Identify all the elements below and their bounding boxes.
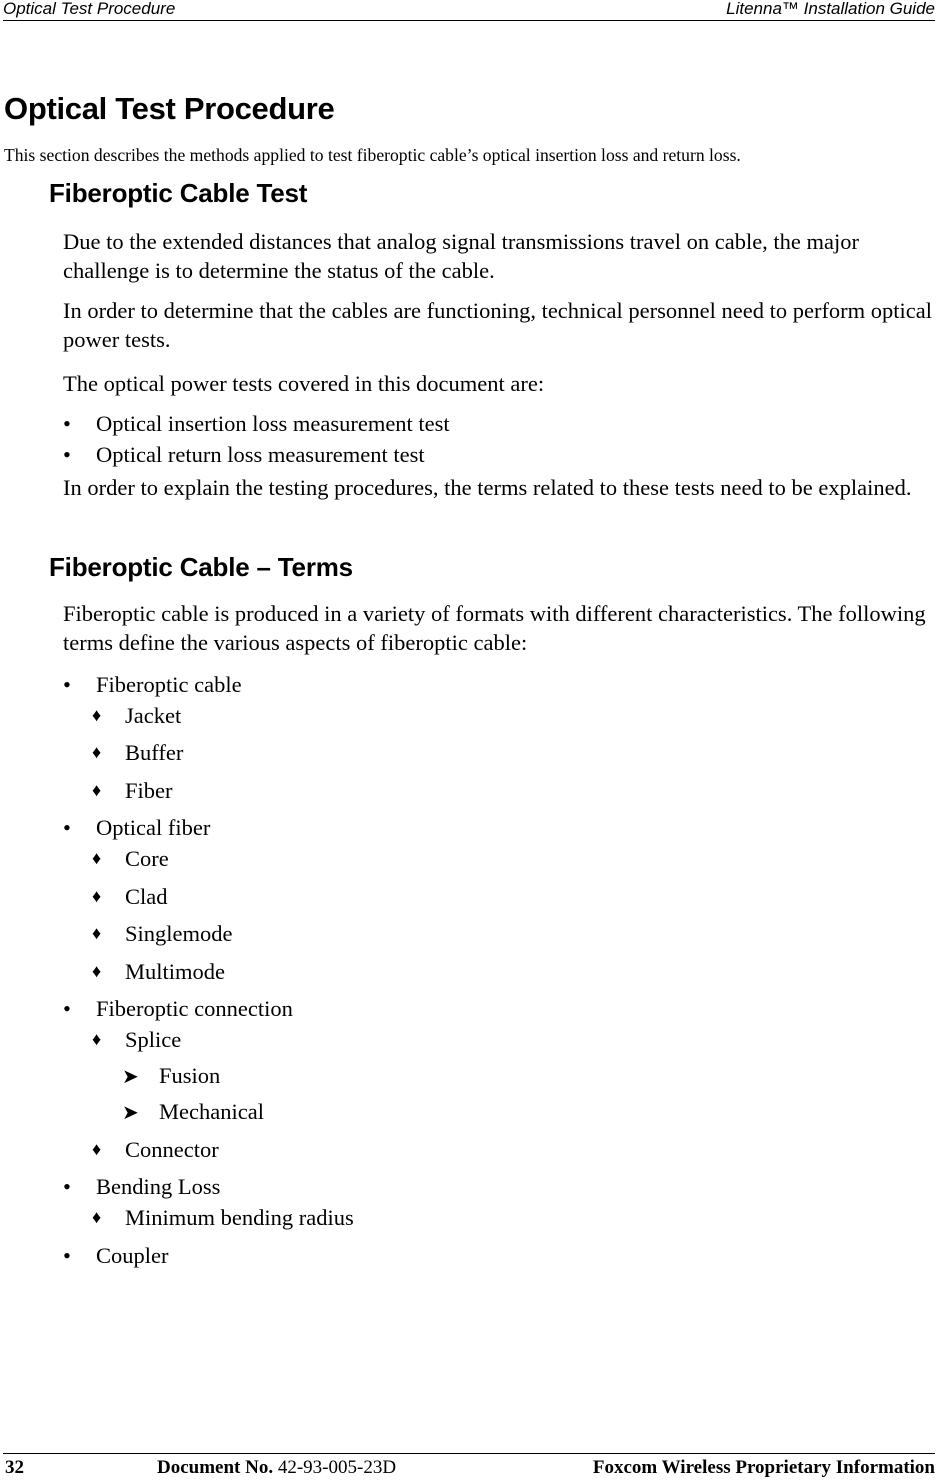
list-item: ♦ Core bbox=[92, 846, 169, 871]
arrow-marker: ➤ bbox=[122, 1102, 139, 1124]
page-number: 32 bbox=[5, 1457, 24, 1478]
diamond-marker: ♦ bbox=[92, 1029, 102, 1049]
diamond-marker: ♦ bbox=[92, 848, 102, 868]
arrow-marker: ➤ bbox=[122, 1066, 139, 1088]
list-item: • Optical insertion loss measurement test bbox=[63, 411, 450, 436]
list-item: • Bending Loss bbox=[63, 1174, 221, 1199]
list-item: ♦ Jacket bbox=[92, 703, 182, 728]
diamond-marker: ♦ bbox=[92, 742, 102, 762]
paragraph: In order to explain the testing procedures, the terms related to these tests need to be explained. bbox=[63, 475, 912, 500]
list-item: ♦ Clad bbox=[92, 884, 168, 909]
page-title: Optical Test Procedure bbox=[4, 91, 335, 126]
bullet-marker: • bbox=[63, 1243, 71, 1268]
bullet-marker: • bbox=[63, 411, 71, 436]
diamond-marker: ♦ bbox=[92, 961, 102, 981]
list-item: ♦ Connector bbox=[92, 1137, 219, 1162]
paragraph: Fiberoptic cable is produced in a variety of formats with different characteristics. The following terms define the various aspects of fiberoptic cable: bbox=[63, 601, 926, 655]
list-item: ♦ Multimode bbox=[92, 959, 225, 984]
proprietary-notice: Foxcom Wireless Proprietary Information bbox=[592, 1457, 935, 1478]
bullet-marker: • bbox=[63, 1174, 71, 1199]
document-number: Document No. 42-93-005-23D bbox=[157, 1457, 397, 1478]
list-item: ➤ Fusion bbox=[122, 1063, 221, 1088]
diamond-marker: ♦ bbox=[92, 1139, 102, 1159]
section-heading-cable-terms: Fiberoptic Cable – Terms bbox=[49, 552, 353, 582]
diamond-marker: ♦ bbox=[92, 1207, 102, 1227]
list-item: • Coupler bbox=[63, 1243, 169, 1268]
bullet-marker: • bbox=[63, 996, 71, 1021]
list-item: • Optical return loss measurement test bbox=[63, 442, 425, 467]
list-item: ♦ Buffer bbox=[92, 740, 184, 765]
paragraph: Due to the extended distances that analog signal transmissions travel on cable, the major challenge is to determine the status of the cable. bbox=[63, 229, 860, 283]
bullet-marker: • bbox=[63, 815, 71, 840]
diamond-marker: ♦ bbox=[92, 780, 102, 800]
page-footer bbox=[3, 1453, 935, 1480]
section-heading-cable-test: Fiberoptic Cable Test bbox=[49, 178, 308, 208]
diamond-marker: ♦ bbox=[92, 886, 102, 906]
list-item: ♦ Splice bbox=[92, 1027, 182, 1052]
bullet-marker: • bbox=[63, 442, 71, 467]
list-item: • Optical fiber bbox=[63, 815, 211, 840]
bullet-marker: • bbox=[63, 672, 71, 697]
paragraph: The optical power tests covered in this document are: bbox=[63, 371, 545, 396]
list-item: ♦ Fiber bbox=[92, 778, 173, 803]
header-right: Litenna™ Installation Guide bbox=[726, 0, 935, 18]
list-item: • Fiberoptic connection bbox=[63, 996, 293, 1021]
header-left: Optical Test Procedure bbox=[3, 0, 176, 18]
intro-text: This section describes the methods applied to test fiberoptic cable’s optical insertion loss and return loss. bbox=[4, 145, 741, 165]
list-item: • Fiberoptic cable bbox=[63, 672, 242, 697]
diamond-marker: ♦ bbox=[92, 705, 102, 725]
page-header bbox=[3, 0, 935, 21]
list-item: ➤ Mechanical bbox=[122, 1099, 264, 1124]
list-item: ♦ Minimum bending radius bbox=[92, 1205, 354, 1230]
list-item: ♦ Singlemode bbox=[92, 921, 233, 946]
diamond-marker: ♦ bbox=[92, 923, 102, 943]
paragraph: In order to determine that the cables are functioning, technical personnel need to perform optical power tests. bbox=[63, 298, 933, 352]
